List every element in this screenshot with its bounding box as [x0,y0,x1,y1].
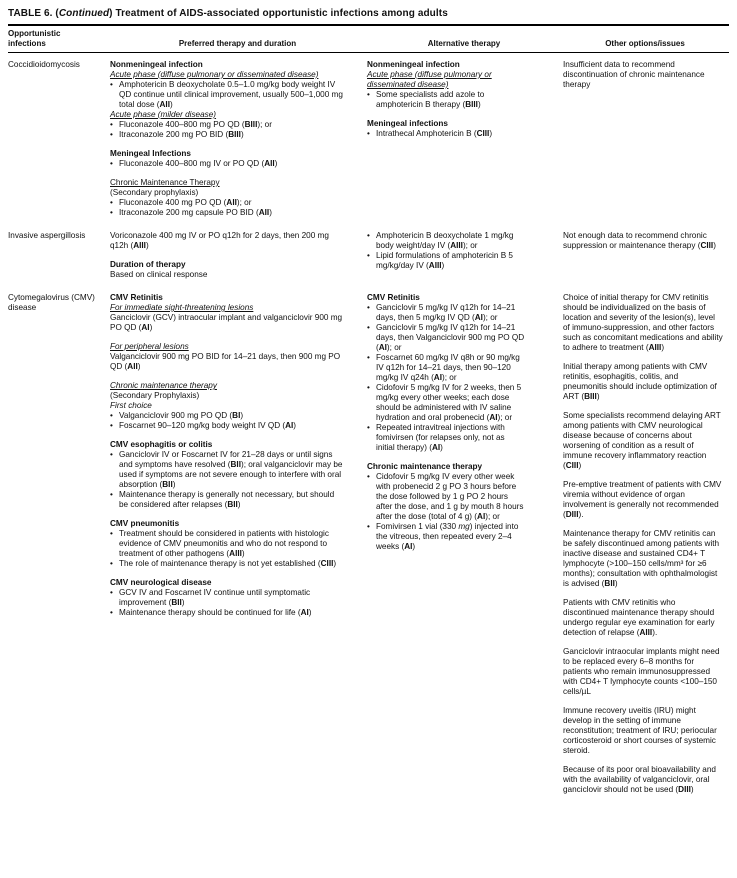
spacer [563,638,723,647]
bullet-text: Some specialists add azole to amphotericin B therapy (BIII) [376,90,485,109]
text-block: Ganciclovir intraocular implants might need to be replaced every 6–8 months for patients who remain immunosuppressed with CD4+ T lymphocyte counts <100–150 cells/µL [563,647,720,696]
header-row [8,25,729,53]
bullet-item [367,353,525,383]
bullet-text: Cidofovir 5 mg/kg IV every other week with probenecid 2 g PO 3 hours before the dose followed by 1 g PO 2 hours after the dose, and 1 g by mouth 8 hours after the dose (total of 4 g) (AI); or [376,472,524,521]
bullet-text: Fomivirsen 1 vial (330 mg) injected into the vitreous, then repeated every 2–4 weeks (AI) [376,522,519,551]
text-block: Nonmeningeal infection [367,60,460,69]
bullet-item [367,522,525,552]
spacer [563,402,723,411]
bullet-item [367,323,525,353]
text-block: Meningeal infections [367,119,448,128]
text-block: Acute phase (diffuse pulmonary or disseminated disease) [367,70,492,89]
cell-preferred [110,53,367,225]
table-row [8,286,729,801]
bullet-glyph: • [110,421,113,430]
spacer [367,453,525,462]
bullet-text: GCV IV and Foscarnet IV continue until symptomatic improvement (BII) [119,588,311,607]
bullet-item [110,608,343,618]
col-header-infections: Opportunistic infections [8,25,110,53]
bullet-glyph: • [110,208,113,217]
spacer [110,372,343,381]
bullet-glyph: • [367,90,370,99]
spacer [110,140,343,149]
text-block: First choice [110,401,152,410]
text-block: Acute phase (milder disease) [110,110,217,119]
spacer [367,110,525,119]
bullet-text: Amphotericin B deoxycholate 0.5–1.0 mg/kg body weight IV QD continue until clinical improvement, usually 500–1,000 mg total dose (AII) [119,80,343,109]
bullet-item [110,421,343,431]
cell-other [563,53,729,225]
bullet-item [110,529,343,559]
bullet-glyph: • [367,303,370,312]
bullet-text: The role of maintenance therapy is not yet established (CIII) [119,559,337,568]
bullet-text: Foscarnet 60 mg/kg IV q8h or 90 mg/kg IV q12h for 14–21 days, then 90–120 mg/kg IV q24h (AI); or [376,353,520,382]
bullet-item [110,208,343,218]
bullet-item [367,423,525,453]
cell-preferred [110,224,367,286]
spacer [110,333,343,342]
bullet-item [367,383,525,423]
bullet-glyph: • [110,120,113,129]
bullet-item [367,303,525,323]
text-block: Patients with CMV retinitis who discontinued maintenance therapy should undergo regular eye examination for early detection of relapse (AIII). [563,598,715,637]
spacer [563,353,723,362]
bullet-glyph: • [367,231,370,240]
spacer [563,520,723,529]
bullet-text: Foscarnet 90–120 mg/kg body weight IV QD (AI) [119,421,297,430]
bullet-glyph: • [110,411,113,420]
bullet-item [110,130,343,140]
text-block: Insufficient data to recommend discontinuation of chronic maintenance therapy [563,60,705,89]
bullet-item [367,472,525,522]
text-block: CMV Retinitis [110,293,163,302]
bullet-glyph: • [110,608,113,617]
text-block: Pre-emptive treatment of patients with CMV viremia without evidence of organ involvement is generally not recommended (DIII). [563,480,722,519]
cell-preferred [110,286,367,801]
text-block: CMV esophagitis or colitis [110,440,213,449]
infection-name: Coccidioidomycosis [8,60,80,69]
bullet-glyph: • [367,323,370,332]
text-block: Nonmeningeal infection [110,60,203,69]
title-continued-label: Continued [58,8,110,19]
text-block: (Secondary prophylaxis) [110,188,199,197]
infection-name: Cytomegalovirus (CMV) disease [8,293,95,312]
table-title [8,6,729,24]
table-row [8,224,729,286]
col-header-alternative: Alternative therapy [367,25,563,53]
bullet-text: Treatment should be considered in patients with histologic evidence of CMV pneumonitis and who do not respond to treatment of other pathogens (AIII) [119,529,329,558]
bullet-glyph: • [110,198,113,207]
bullet-glyph: • [367,129,370,138]
bullet-item [367,129,525,139]
bullet-glyph: • [367,353,370,362]
spacer [110,569,343,578]
bullet-item [110,559,343,569]
text-block: Initial therapy among patients with CMV retinitis, esophagitis, colitis, and pneumonitis should include optimization of ART (BIII) [563,362,717,401]
bullet-item [110,490,343,510]
bullet-text: Ganciclovir 5 mg/kg IV q12h for 14–21 days, then 5 mg/kg IV QD (AI); or [376,303,516,322]
spacer [563,697,723,706]
cell-alternative [367,53,563,225]
bullet-glyph: • [110,529,113,538]
bullet-item [110,411,343,421]
bullet-text: Fluconazole 400–800 mg IV or PO QD (AII) [119,159,278,168]
bullet-glyph: • [110,490,113,499]
text-block: CMV neurological disease [110,578,212,587]
text-block: Acute phase (diffuse pulmonary or disseminated disease) [110,70,319,79]
bullet-text: Fluconazole 400 mg PO QD (AII); or [119,198,252,207]
text-block: Chronic maintenance therapy [110,381,217,390]
bullet-text: Cidofovir 5 mg/kg IV for 2 weeks, then 5 mg/kg every other weeks; each dose should be administered with IV saline hydration and oral probenecid (AI); or [376,383,522,422]
bullet-item [110,588,343,608]
cell-alternative [367,224,563,286]
col-header-other: Other options/issues [563,25,729,53]
bullet-glyph: • [110,159,113,168]
bullet-text: Ganciclovir IV or Foscarnet IV for 21–28 days or until signs and symptoms have resolved (BII); oral valganciclovir may be used if symptoms are not severe enough to interfere with oral absorption (BII) [119,450,343,489]
text-block: Maintenance therapy for CMV retinitis can be safely discontinued among patients with inactive disease and sustained CD4+ T lymphocyte (>100–150 cells/mm³ for ≥6 months); consultation with ophthalmologist is advised (BII) [563,529,720,588]
infection-name: Invasive aspergillosis [8,231,86,240]
text-block: (Secondary Prophylaxis) [110,391,200,400]
text-block: CMV Retinitis [367,293,420,302]
bullet-glyph: • [367,423,370,432]
bullet-item [110,120,343,130]
cell-other [563,286,729,801]
bullet-glyph: • [367,251,370,260]
bullet-item [367,90,525,110]
bullet-glyph: • [367,472,370,481]
bullet-item [110,450,343,490]
table-row [8,53,729,225]
text-block: For peripheral lesions [110,342,189,351]
bullet-text: Valganciclovir 900 mg PO QD (BI) [119,411,244,420]
spacer [110,431,343,440]
spacer [563,756,723,765]
bullet-text: Intrathecal Amphotericin B (CIII) [376,129,493,138]
bullet-text: Itraconazole 200 mg capsule PO BID (AII) [119,208,272,217]
bullet-text: Ganciclovir 5 mg/kg IV q12h for 14–21 days, then Valganciclovir 900 mg PO QD (AI); or [376,323,525,352]
bullet-item [367,231,525,251]
spacer [563,589,723,598]
bullet-glyph: • [110,80,113,89]
text-block: Valganciclovir 900 mg PO BID for 14–21 days, then 900 mg PO QD (AII) [110,352,341,371]
bullet-item [367,251,525,271]
bullet-text: Maintenance therapy should be continued for life (AI) [119,608,312,617]
bullet-text: Amphotericin B deoxycholate 1 mg/kg body weight/day IV (AIII); or [376,231,514,250]
text-block: Ganciclovir (GCV) intraocular implant and valganciclovir 900 mg PO QD (AI) [110,313,343,332]
text-block: Because of its poor oral bioavailability and with the availability of valganciclovir, oral ganciclovir should not be used (DIII) [563,765,716,794]
bullet-item [110,159,343,169]
bullet-text: Maintenance therapy is generally not necessary, but should be considered after relapses (BII) [119,490,335,509]
spacer [563,471,723,480]
opportunistic-infections-table [8,24,729,801]
bullet-text: Itraconazole 200 mg PO BID (BIII) [119,130,244,139]
bullet-glyph: • [110,588,113,597]
text-block: CMV pneumonitis [110,519,180,528]
text-block: Meningeal Infections [110,149,191,158]
text-block: Immune recovery uveitis (IRU) might develop in the setting of immune reconstitution; treatment of IRU; periocular corticosteroid or short courses of systemic steroid. [563,706,717,755]
text-block: Not enough data to recommend chronic suppression or maintenance therapy (CIII) [563,231,716,250]
spacer [110,169,343,178]
text-block: Chronic Maintenance Therapy [110,178,220,187]
title-suffix: ) Treatment of AIDS-associated opportunistic infections among adults [109,8,448,19]
cell-other [563,224,729,286]
bullet-item [110,198,343,208]
bullet-glyph: • [367,383,370,392]
spacer [110,251,343,260]
text-block: Duration of therapy [110,260,186,269]
text-block: For immediate sight-threatening lesions [110,303,254,312]
bullet-glyph: • [110,559,113,568]
bullet-item [110,80,343,110]
text-block: Based on clinical response [110,270,208,279]
bullet-glyph: • [110,130,113,139]
cell-alternative [367,286,563,801]
bullet-text: Lipid formulations of amphotericin B 5 mg/kg/day IV (AIII) [376,251,513,270]
col-header-preferred: Preferred therapy and duration [110,25,367,53]
bullet-glyph: • [367,522,370,531]
title-prefix: TABLE 6. ( [8,8,59,19]
bullet-glyph: • [110,450,113,459]
bullet-text: Repeated intravitreal injections with fomivirsen (for relapses only, not as initial therapy) (AI) [376,423,505,452]
text-block: Chronic maintenance therapy [367,462,483,471]
text-block: Some specialists recommend delaying ART among patients with CMV neurological disease because of concerns about worsening of condition as a result of immune recovery inflammatory reaction (CIII) [563,411,721,470]
spacer [110,510,343,519]
bullet-text: Fluconazole 400–800 mg PO QD (BIII); or [119,120,272,129]
text-block: Choice of initial therapy for CMV retinitis should be individualized on the basis of location and severity of the lesion(s), level of immuno-suppression, and other factors such as concomitant medications and ability to adhere to treatment (AIII) [563,293,723,352]
text-block: Voriconazole 400 mg IV or PO q12h for 2 days, then 200 mg q12h (AIII) [110,231,329,250]
